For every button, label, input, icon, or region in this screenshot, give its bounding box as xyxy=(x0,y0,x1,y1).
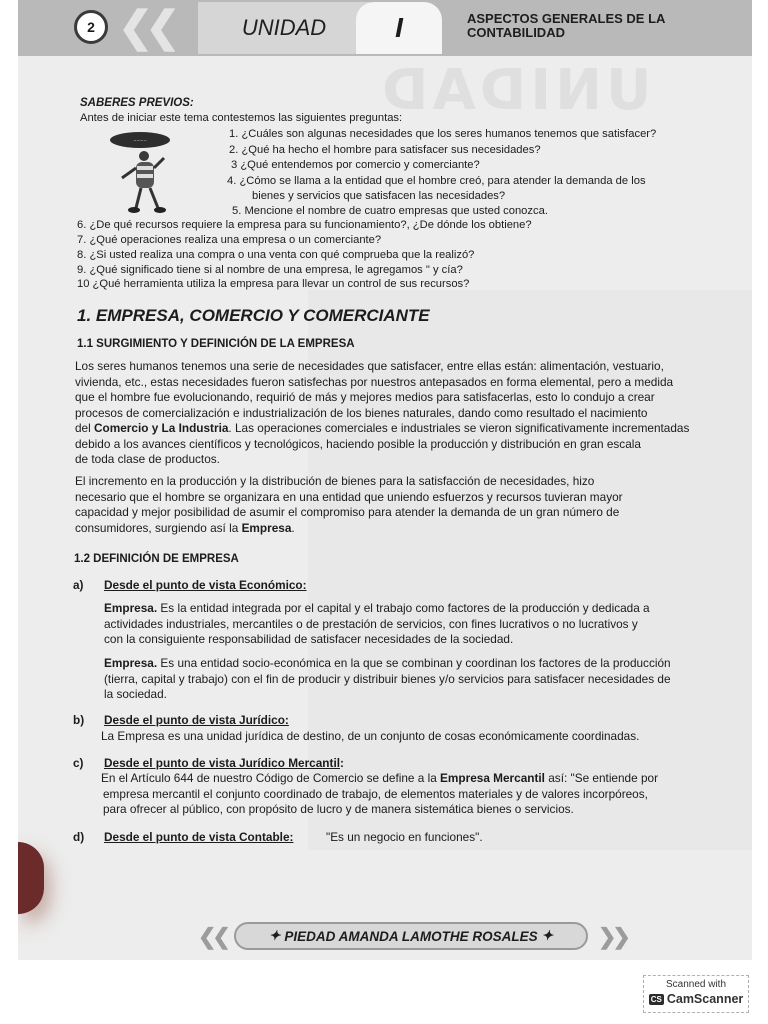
economic-definition-1 xyxy=(104,601,734,648)
page-header xyxy=(18,0,752,56)
paragraph-line: vivienda, etc., estas necesidades fueron satisfechas por nuestros antepasados en forma elemental, pero a medida xyxy=(75,374,674,389)
author-banner xyxy=(234,922,588,950)
camscanner-watermark xyxy=(643,975,749,1013)
paragraph-line: de toda clase de productos. xyxy=(75,452,220,466)
paragraph-line: capacidad y mejor posibilidad de asumir el compromiso para atender la demanda de un gran número de xyxy=(75,505,620,519)
paragraph-line: empresa mercantil el conjunto coordinado de trabajo, de elementos materiales y de valores incorpóreos, xyxy=(103,786,648,801)
item-letter-a: a) xyxy=(73,578,84,592)
chevron-right-icon: ❯❯ xyxy=(598,924,627,949)
legal-view-title: Desde el punto de vista Jurídico: xyxy=(104,713,289,727)
camscanner-name: CamScanner xyxy=(666,992,744,1006)
question-10: 10 ¿Qué herramienta utiliza la empresa para llevar un control de sus recursos? xyxy=(77,278,470,290)
paragraph-surgimiento xyxy=(75,359,732,468)
author-name: PIEDAD AMANDA LAMOTHE ROSALES xyxy=(284,928,538,944)
section-title: 1. EMPRESA, COMERCIO Y COMERCIANTE xyxy=(77,306,430,325)
paragraph-line xyxy=(101,771,741,787)
diamond-icon: ✦ xyxy=(541,928,553,943)
paragraph-line: que el hombre fue evolucionando, requirió de más y mejores medios para satisfacerlas, esto lo condujo a crear xyxy=(75,390,655,404)
paragraph-line xyxy=(104,601,734,617)
subsection-1-2-title: 1.2 DEFINICIÓN DE EMPRESA xyxy=(74,553,239,565)
question-6: 6. ¿De qué recursos requiere la empresa para su funcionamiento?, ¿De dónde los obtiene? xyxy=(77,219,532,231)
camscanner-logo-icon: CS xyxy=(650,995,662,1005)
bold-term: Empresa Mercantil xyxy=(440,771,545,785)
inline-text: del xyxy=(75,421,95,435)
paragraph-line: Los seres humanos tenemos una serie de necesidades que satisfacer, entre ellas están: alimentación, vestuario, xyxy=(75,359,664,373)
unit-label: UNIDAD xyxy=(198,2,370,54)
question-9: 9. ¿Qué significado tiene si al nombre de una empresa, le agregamos " y cía? xyxy=(77,264,463,276)
legal-definition: La Empresa es una unidad jurídica de destino, de un conjunto de cosas económicamente coordinadas. xyxy=(101,729,640,743)
inline-text: Es una entidad socio-económica en la que se combinan y coordinan los factores de la producción xyxy=(157,656,671,670)
paragraph-line: procesos de comercialización e industrialización de los bienes naturales, dando como resultado el nacimiento xyxy=(75,405,648,420)
paragraph-line: para ofrecer al público, con propósito de lucro y de manera sistemática bienes o servicios. xyxy=(103,802,574,816)
accounting-definition: "Es un negocio en funciones". xyxy=(326,830,483,844)
paragraph-line xyxy=(75,421,732,437)
paragraph-line: necesario que el hombre se organizara en una entidad que uniendo esfuerzos y recursos tuvieran mayor xyxy=(75,489,623,504)
inline-text: Es la entidad integrada por el capital y el trabajo como factores de la producción y dedicada a xyxy=(157,601,650,615)
bold-term: Empresa xyxy=(241,520,292,535)
bold-term: Empresa. xyxy=(104,656,158,670)
chapter-title-line1: ASPECTOS GENERALES DE LA xyxy=(467,11,666,26)
svg-text:~~~~: ~~~~ xyxy=(133,138,147,143)
unit-watermark: UNIDAD xyxy=(378,58,652,123)
paragraph-line: El incremento en la producción y la distribución de bienes para la satisfacción de necesidades, hizo xyxy=(75,474,595,488)
inline-text: así: "Se entiende por xyxy=(544,771,659,785)
cartoon-figure-icon xyxy=(106,130,196,216)
book-page xyxy=(18,0,752,960)
question-1: 1. ¿Cuáles son algunas necesidades que los seres humanos tenemos que satisfacer? xyxy=(229,128,657,140)
mercantile-view-title xyxy=(104,756,344,771)
paragraph-line xyxy=(75,521,732,537)
item-letter-d: d) xyxy=(73,830,85,844)
question-3: 3 ¿Qué entendemos por comercio y comerciante? xyxy=(231,159,480,171)
scanned-with-label: Scanned with xyxy=(665,979,727,990)
item-letter-c: c) xyxy=(73,756,84,770)
unit-number: I xyxy=(356,2,442,54)
economic-definition-2 xyxy=(104,656,734,703)
paragraph-incremento xyxy=(75,474,732,536)
inline-text: . Las operaciones comerciales e industriales se vieron significativamente incrementadas xyxy=(228,421,690,435)
bold-term: Empresa. xyxy=(104,601,158,615)
page-footer xyxy=(188,922,638,952)
inline-text: . xyxy=(291,520,295,535)
inline-text: En el Artículo 644 de nuestro Código de Comercio se define a la xyxy=(101,771,441,785)
item-letter-b: b) xyxy=(73,713,85,727)
chapter-title xyxy=(467,12,737,40)
question-4: 4. ¿Cómo se llama a la entidad que el hombre creó, para atender la demanda de los xyxy=(227,175,646,187)
question-8: 8. ¿Si usted realiza una compra o una venta con qué comprueba que la realizó? xyxy=(77,249,475,261)
camscanner-brand xyxy=(644,992,748,1006)
economic-view-title: Desde el punto de vista Económico: xyxy=(104,578,307,592)
inline-text: consumidores, surgiendo así la xyxy=(75,520,242,535)
saberes-heading: SABERES PREVIOS: xyxy=(80,97,194,109)
paragraph-line xyxy=(104,656,734,672)
paragraph-line: (tierra, capital y trabajo) con el fin de producir y distribuir bienes y/o servicios para satisfacer necesidades de xyxy=(104,671,671,686)
diamond-icon: ✦ xyxy=(269,928,281,943)
question-4-cont: bienes y servicios que satisfacen las necesidades? xyxy=(252,190,506,202)
chevron-decoration-icon: ❮❮ xyxy=(118,3,173,50)
paragraph-line: debido a los avances científicos y tecnológicos, haciendo posible la producción y distribución en gran escala xyxy=(75,436,641,451)
chapter-title-line2: CONTABILIDAD xyxy=(467,25,565,40)
accounting-view-title: Desde el punto de vista Contable: xyxy=(104,830,294,844)
paragraph-line: la sociedad. xyxy=(104,687,167,701)
subsection-1-1-title: 1.1 SURGIMIENTO Y DEFINICIÓN DE LA EMPRESA xyxy=(77,338,355,350)
paragraph-line: con la consiguiente responsabilidad de satisfacer necesidades de la sociedad. xyxy=(104,632,514,646)
question-2: 2. ¿Qué ha hecho el hombre para satisfacer sus necesidades? xyxy=(229,144,541,156)
chevron-left-icon: ❮❮ xyxy=(198,924,227,949)
saberes-intro: Antes de iniciar este tema contestemos las siguientes preguntas: xyxy=(80,112,403,124)
mercantile-definition xyxy=(101,771,741,818)
mercantile-view-title-colon: : xyxy=(340,756,344,770)
finger-photo-artifact xyxy=(18,842,44,914)
mercantile-view-title-text: Desde el punto de vista Jurídico Mercantil xyxy=(104,756,340,770)
question-7: 7. ¿Qué operaciones realiza una empresa o un comerciante? xyxy=(77,234,382,246)
page-number: 2 xyxy=(74,10,108,44)
question-5: 5. Mencione el nombre de cuatro empresas que usted conozca. xyxy=(232,205,548,217)
bold-term: Comercio y La Industria xyxy=(94,421,229,435)
paragraph-line: actividades industriales, mercantiles o de prestación de servicios, con fines lucrativos o no lucrativos y xyxy=(104,616,638,631)
